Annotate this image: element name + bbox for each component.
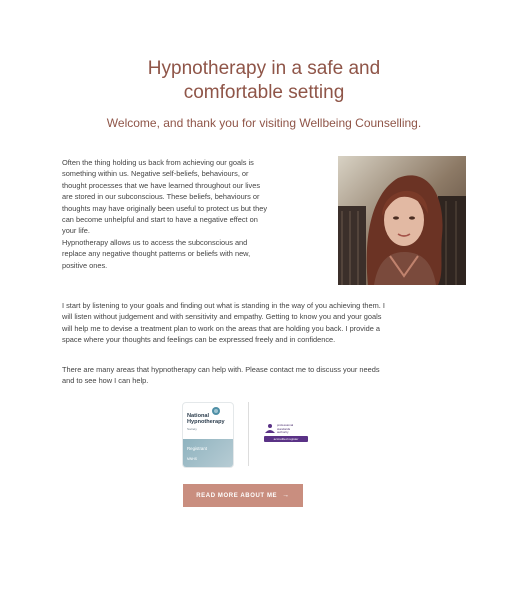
paragraph-line: There are many areas that hypnotherapy can help with. Please contact me to discuss your needs	[62, 365, 380, 374]
welcome-subtitle: Welcome, and thank you for visiting Wellbeing Counselling.	[106, 116, 422, 130]
accreditation-logos	[178, 400, 318, 468]
intro-line: Often the thing holding us back from achieving our goals is	[62, 158, 254, 167]
read-more-label: READ MORE ABOUT ME	[196, 493, 278, 499]
ngh-name-line: National	[187, 413, 210, 419]
logo-divider	[248, 402, 249, 466]
paragraph-line: and to see how I can help.	[62, 376, 149, 386]
intro-line: Hypnotherapy allows us to access the subconscious and	[62, 237, 248, 247]
professional-standards-authority-logo[interactable]	[264, 422, 312, 446]
intro-text	[62, 157, 302, 271]
paragraph-line: will listen without judgement and with sensitivity and empathy. Getting to know you and your goals	[62, 312, 382, 322]
therapist-photo	[338, 156, 466, 285]
portrait-image	[338, 156, 466, 285]
intro-line: thought processes that we have learned throughout our lives	[62, 180, 261, 190]
intro-line: can become unhelpful and start to have a negative effect on	[62, 215, 258, 225]
ngh-member-code: MNHS	[187, 457, 197, 461]
intro-line: your life.	[62, 226, 90, 236]
intro-line: positive ones.	[62, 260, 108, 270]
psa-name	[277, 424, 293, 435]
title-line-1: Hypnotherapy in a safe and	[147, 58, 381, 79]
intro-line: something within us. Negative self-beliefs, behaviours, or	[62, 169, 249, 179]
ngh-name	[187, 413, 225, 425]
paragraph-line: space where your thoughts and feelings can be expressed freely and in confidence.	[62, 335, 336, 345]
intro-line: are stored in our subconscious. These beliefs, behaviours or	[62, 192, 260, 202]
ngh-name-line: Hypnotherapy	[187, 419, 225, 425]
ngh-band	[183, 439, 233, 467]
intro-line: replace any negative thought patterns or beliefs with new,	[62, 249, 251, 259]
psa-emblem-icon	[264, 422, 276, 434]
approach-paragraph	[62, 300, 434, 346]
ngh-registrant-label: Registrant	[187, 446, 208, 451]
psa-name-line: authority	[277, 430, 289, 435]
arrow-right-icon: →	[282, 492, 290, 499]
contact-paragraph	[62, 364, 434, 387]
psa-name-line: standards	[277, 426, 291, 431]
national-hypnotherapy-society-logo[interactable]	[182, 402, 234, 468]
intro-line: thoughts may have originally been useful to protect us but they	[62, 203, 268, 213]
ngh-society: Society	[187, 427, 197, 431]
title-line-2: comfortable setting	[183, 82, 345, 103]
read-more-button[interactable]	[183, 484, 303, 507]
accredited-register-badge: accredited register	[264, 436, 308, 442]
page-title	[0, 57, 528, 105]
paragraph-line: I start by listening to your goals and finding out what is standing in the way of you achieving them. I	[62, 301, 385, 310]
paragraph-line: will help me to devise a treatment plan to work on the areas that are holding you back. I provide a	[62, 323, 380, 333]
psa-name-line: professional	[277, 423, 294, 427]
